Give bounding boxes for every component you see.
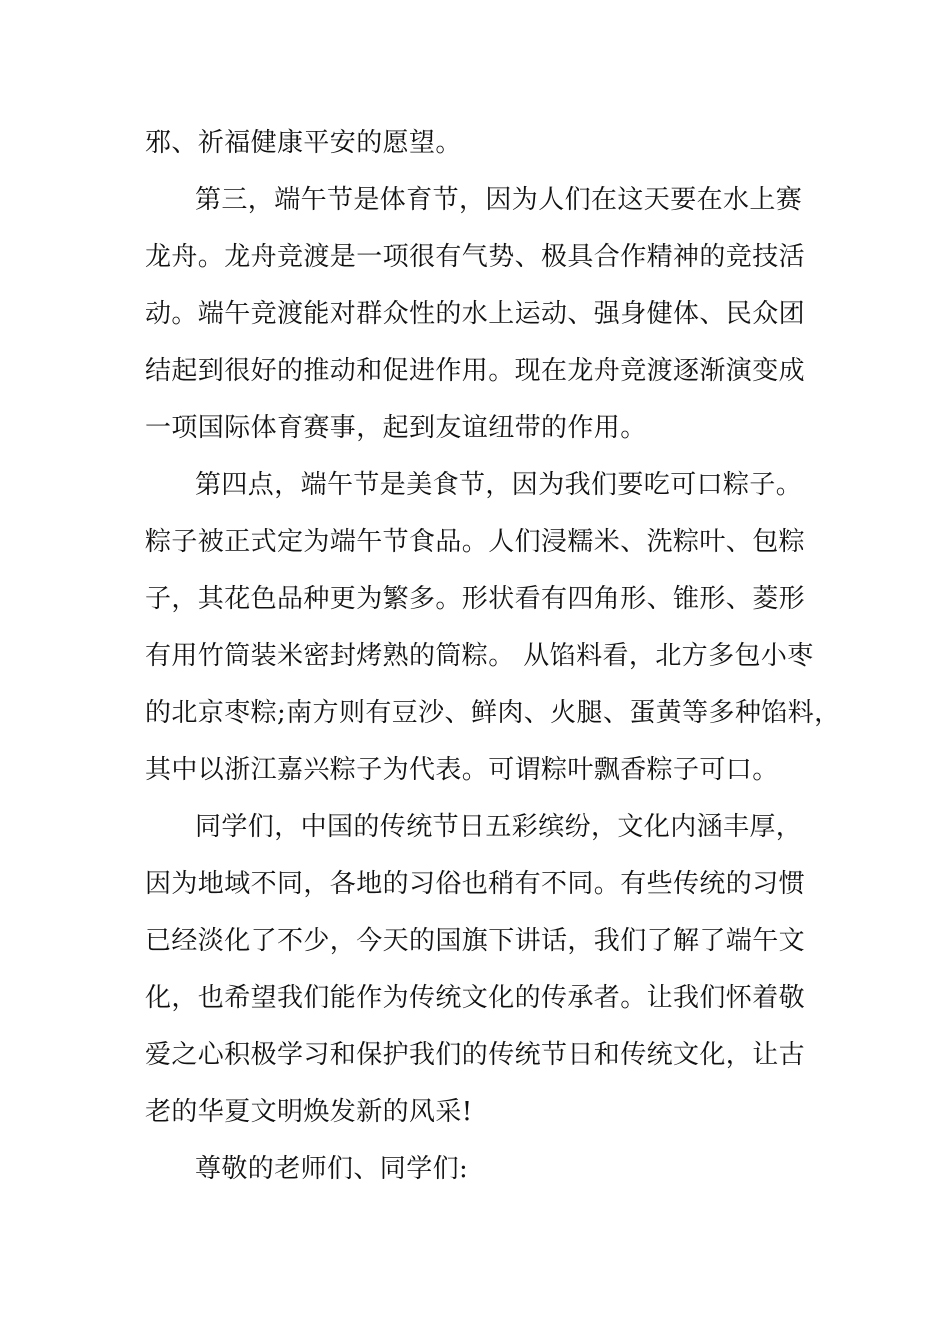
document-page	[145, 125, 841, 1208]
text-line: 其中以浙江嘉兴粽子为代表。可谓粽叶飘香粽子可口。	[145, 755, 779, 785]
text-line: 已经淡化了不少，今天的国旗下讲话，我们了解了端午文	[145, 926, 806, 956]
text-line: 爱之心积极学习和保护我们的传统节日和传统文化，让古	[145, 1040, 806, 1070]
text-line: 老的华夏文明焕发新的风采!	[145, 1097, 473, 1127]
text-line: 粽子被正式定为端午节食品。人们浸糯米、洗粽叶、包粽	[145, 527, 806, 557]
text-line: 同学们，中国的传统节日五彩缤纷，文化内涵丰厚，	[195, 812, 803, 842]
text-line: 动。端午竞渡能对群众性的水上运动、强身健体、民众团	[145, 299, 806, 329]
text-line: 结起到很好的推动和促进作用。现在龙舟竞渡逐渐演变成	[145, 356, 806, 386]
text-line: 的北京枣粽;南方则有豆沙、鲜肉、火腿、蛋黄等多种馅料，	[145, 698, 841, 728]
text-line: 龙舟。龙舟竞渡是一项很有气势、极具合作精神的竞技活	[145, 242, 806, 272]
text-line: 第三，端午节是体育节，因为人们在这天要在水上赛	[195, 185, 803, 215]
text-line: 第四点，端午节是美食节，因为我们要吃可口粽子。	[195, 470, 803, 500]
text-line: 一项国际体育赛事，起到友谊纽带的作用。	[145, 413, 647, 443]
text-line: 邪、祈福健康平安的愿望。	[145, 128, 462, 158]
text-line: 化，也希望我们能作为传统文化的传承者。让我们怀着敬	[145, 983, 806, 1013]
text-line: 因为地域不同，各地的习俗也稍有不同。有些传统的习惯	[145, 869, 806, 899]
text-line: 尊敬的老师们、同学们:	[195, 1154, 469, 1184]
text-line: 子，其花色品种更为繁多。形状看有四角形、锥形、菱形	[145, 584, 806, 614]
text-line: 有用竹筒装米密封烤熟的筒粽。 从馅料看，北方多包小枣	[145, 641, 814, 671]
